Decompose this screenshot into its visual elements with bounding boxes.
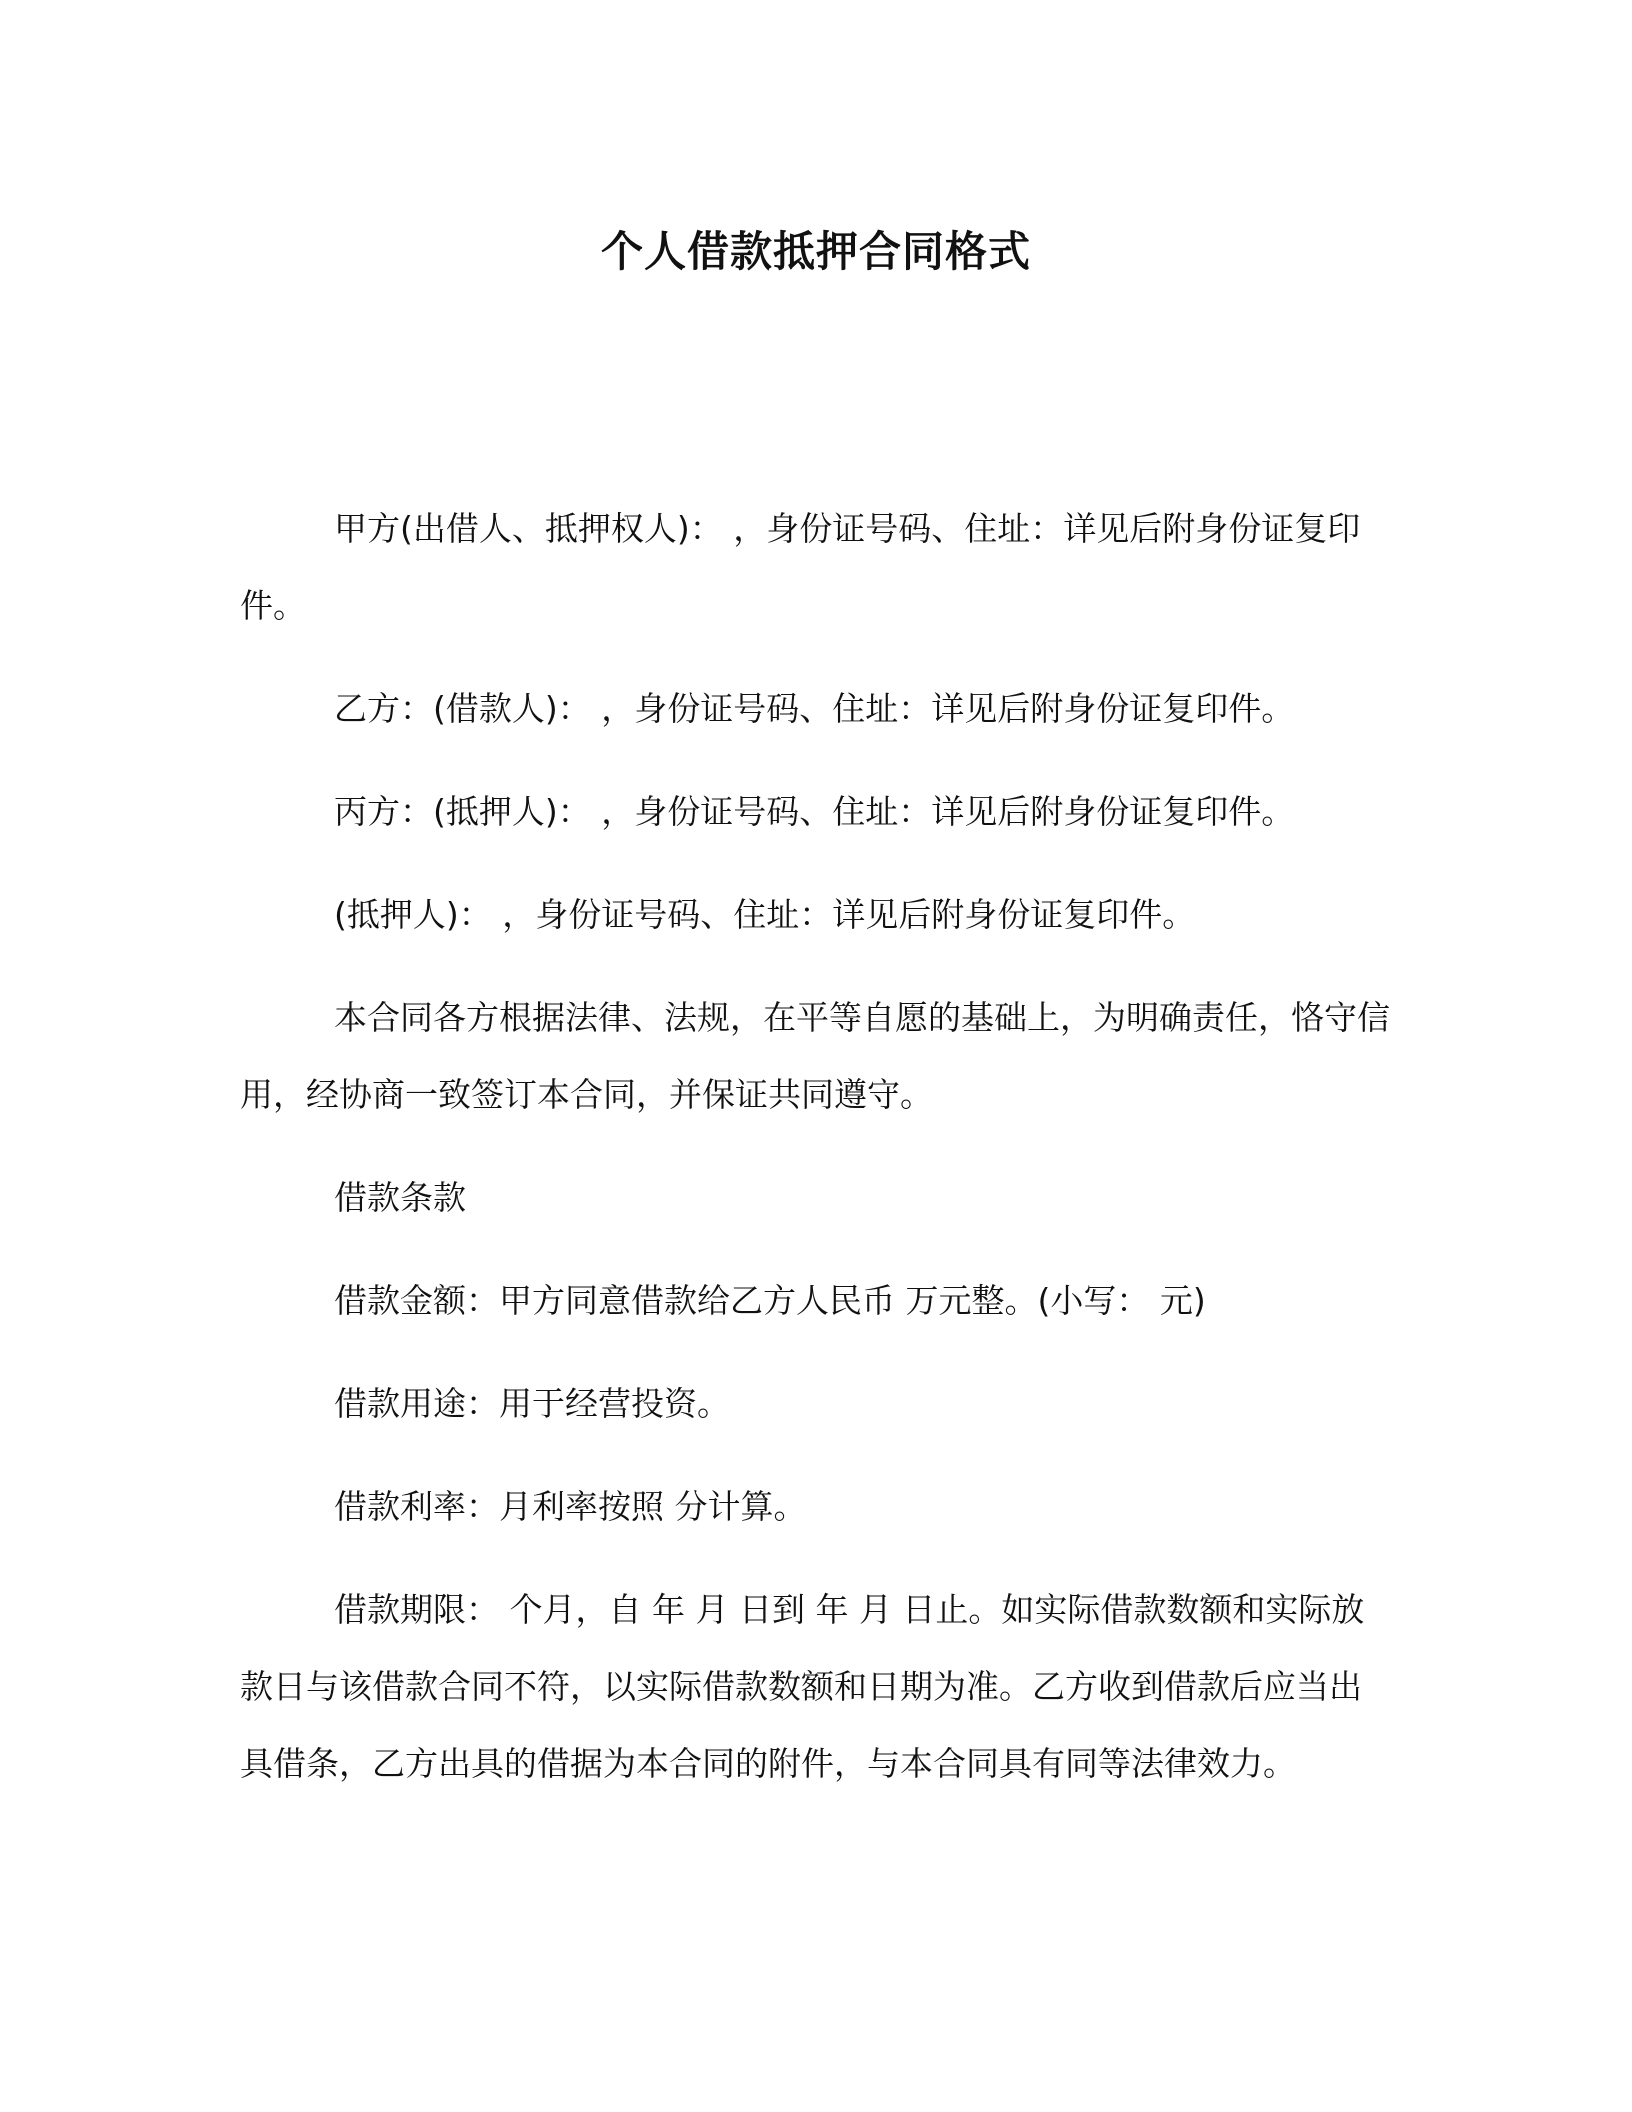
preamble-paragraph: 本合同各方根据法律、法规，在平等自愿的基础上，为明确责任，恪守信用，经协商一致签订本合同，并保证共同遵守。	[240, 998, 1390, 1114]
loan-term-paragraph: 借款期限： 个月，自 年 月 日到 年 月 日止。如实际借款数额和实际放款日与该借款合同不符，以实际借款数额和日期为准。乙方收到借款后应当出具借条，乙方出具的借据为本合同的附件，与本合同具有同等法律效力。	[240, 1590, 1365, 1783]
party-a-paragraph: 甲方(出借人、抵押权人)： ，身份证号码、住址：详见后附身份证复印件。	[240, 509, 1361, 625]
section-heading-loan-terms: 借款条款	[334, 1178, 466, 1217]
party-b-paragraph: 乙方：(借款人)： ，身份证号码、住址：详见后附身份证复印件。	[334, 689, 1295, 728]
loan-purpose-paragraph: 借款用途：用于经营投资。	[334, 1384, 730, 1423]
document-title: 个人借款抵押合同格式	[600, 227, 1031, 276]
document-body	[240, 490, 1390, 1828]
mortgagor-paragraph: (抵押人)： ，身份证号码、住址：详见后附身份证复印件。	[334, 895, 1196, 934]
loan-rate-paragraph: 借款利率：月利率按照 分计算。	[334, 1487, 807, 1526]
loan-amount-paragraph: 借款金额：甲方同意借款给乙方人民币 万元整。(小写： 元)	[334, 1281, 1206, 1320]
party-c-paragraph: 丙方：(抵押人)： ，身份证号码、住址：详见后附身份证复印件。	[334, 792, 1295, 831]
